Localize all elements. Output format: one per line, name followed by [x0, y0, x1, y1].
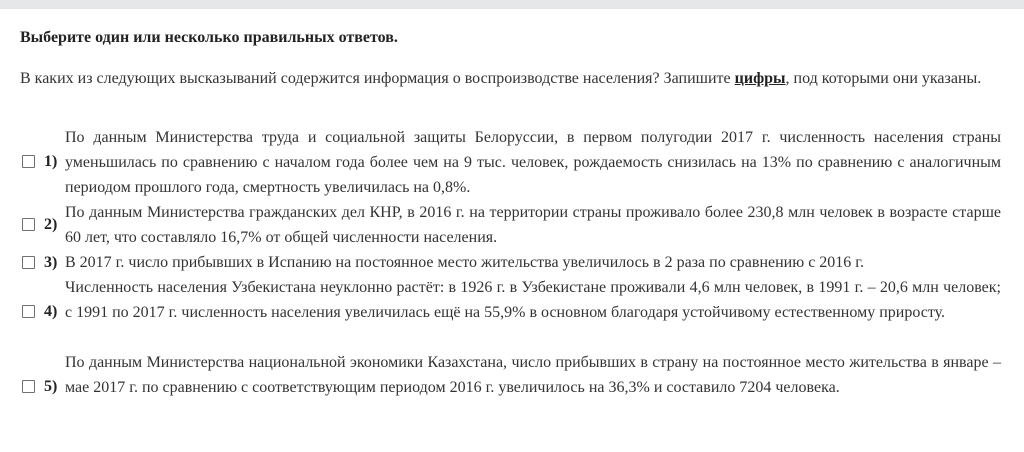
answer-option-2[interactable]	[0, 200, 1024, 250]
answer-option-5[interactable]	[0, 350, 1024, 425]
instruction-text: Выберите один или несколько правильных ответов.	[20, 29, 398, 46]
question-after: , под которыми они указаны.	[785, 70, 982, 87]
checkbox-1[interactable]	[22, 155, 35, 168]
question-emphasis: цифры	[734, 70, 786, 87]
answer-option-1[interactable]	[0, 125, 1024, 200]
checkbox-2[interactable]	[22, 218, 35, 231]
answer-option-3[interactable]	[0, 250, 1024, 275]
question-text	[20, 66, 1003, 91]
option-text-1: По данным Министерства труда и социальной защиты Белоруссии, в первом полугодии 2017 г. численность населения страны уменьшилась по сравнению с началом года более чем на 9 тыс. человек, рождаемость снизилась на 13% по сравнению с аналогичным периодом прошлого года, смертность увеличилась на 0,8%.	[65, 129, 1001, 196]
option-number-5: 5)	[44, 378, 58, 395]
option-text-3: В 2017 г. число прибывших в Испанию на постоянное место жительства увеличилось в 2 раза по сравнению с 2016 г.	[65, 254, 865, 271]
option-text-4: Численность населения Узбекистана неуклонно растёт: в 1926 г. в Узбекистане проживали 4,6 млн человек, в 1991 г. – 20,6 млн человек; с 1991 по 2017 г. численность населения увеличилась ещё на 55,9% в основном благодаря устойчивому естественному приросту.	[65, 279, 1001, 321]
checkbox-3[interactable]	[22, 256, 35, 269]
answer-option-4[interactable]	[0, 275, 1024, 350]
top-bar	[0, 0, 1024, 9]
option-text-5: По данным Министерства национальной экономики Казахстана, число прибывших в страну на постоянное место жительства в январе – мае 2017 г. по сравнению с соответствующим периодом 2016 г. увеличилось на 36,3% и составило 7204 человека.	[65, 354, 1001, 396]
option-number-3: 3)	[44, 254, 58, 271]
option-number-4: 4)	[44, 303, 58, 320]
checkbox-4[interactable]	[22, 305, 35, 318]
option-text-2: По данным Министерства гражданских дел КНР, в 2016 г. на территории страны проживало более 230,8 млн человек в возрасте старше 60 лет, что составляло 16,7% от общей численности населения.	[65, 204, 1001, 246]
question-before: В каких из следующих высказываний содержится информация о воспроизводстве населения? Запишите	[20, 70, 735, 87]
checkbox-5[interactable]	[22, 380, 35, 393]
option-number-1: 1)	[44, 153, 58, 170]
option-number-2: 2)	[44, 216, 58, 233]
